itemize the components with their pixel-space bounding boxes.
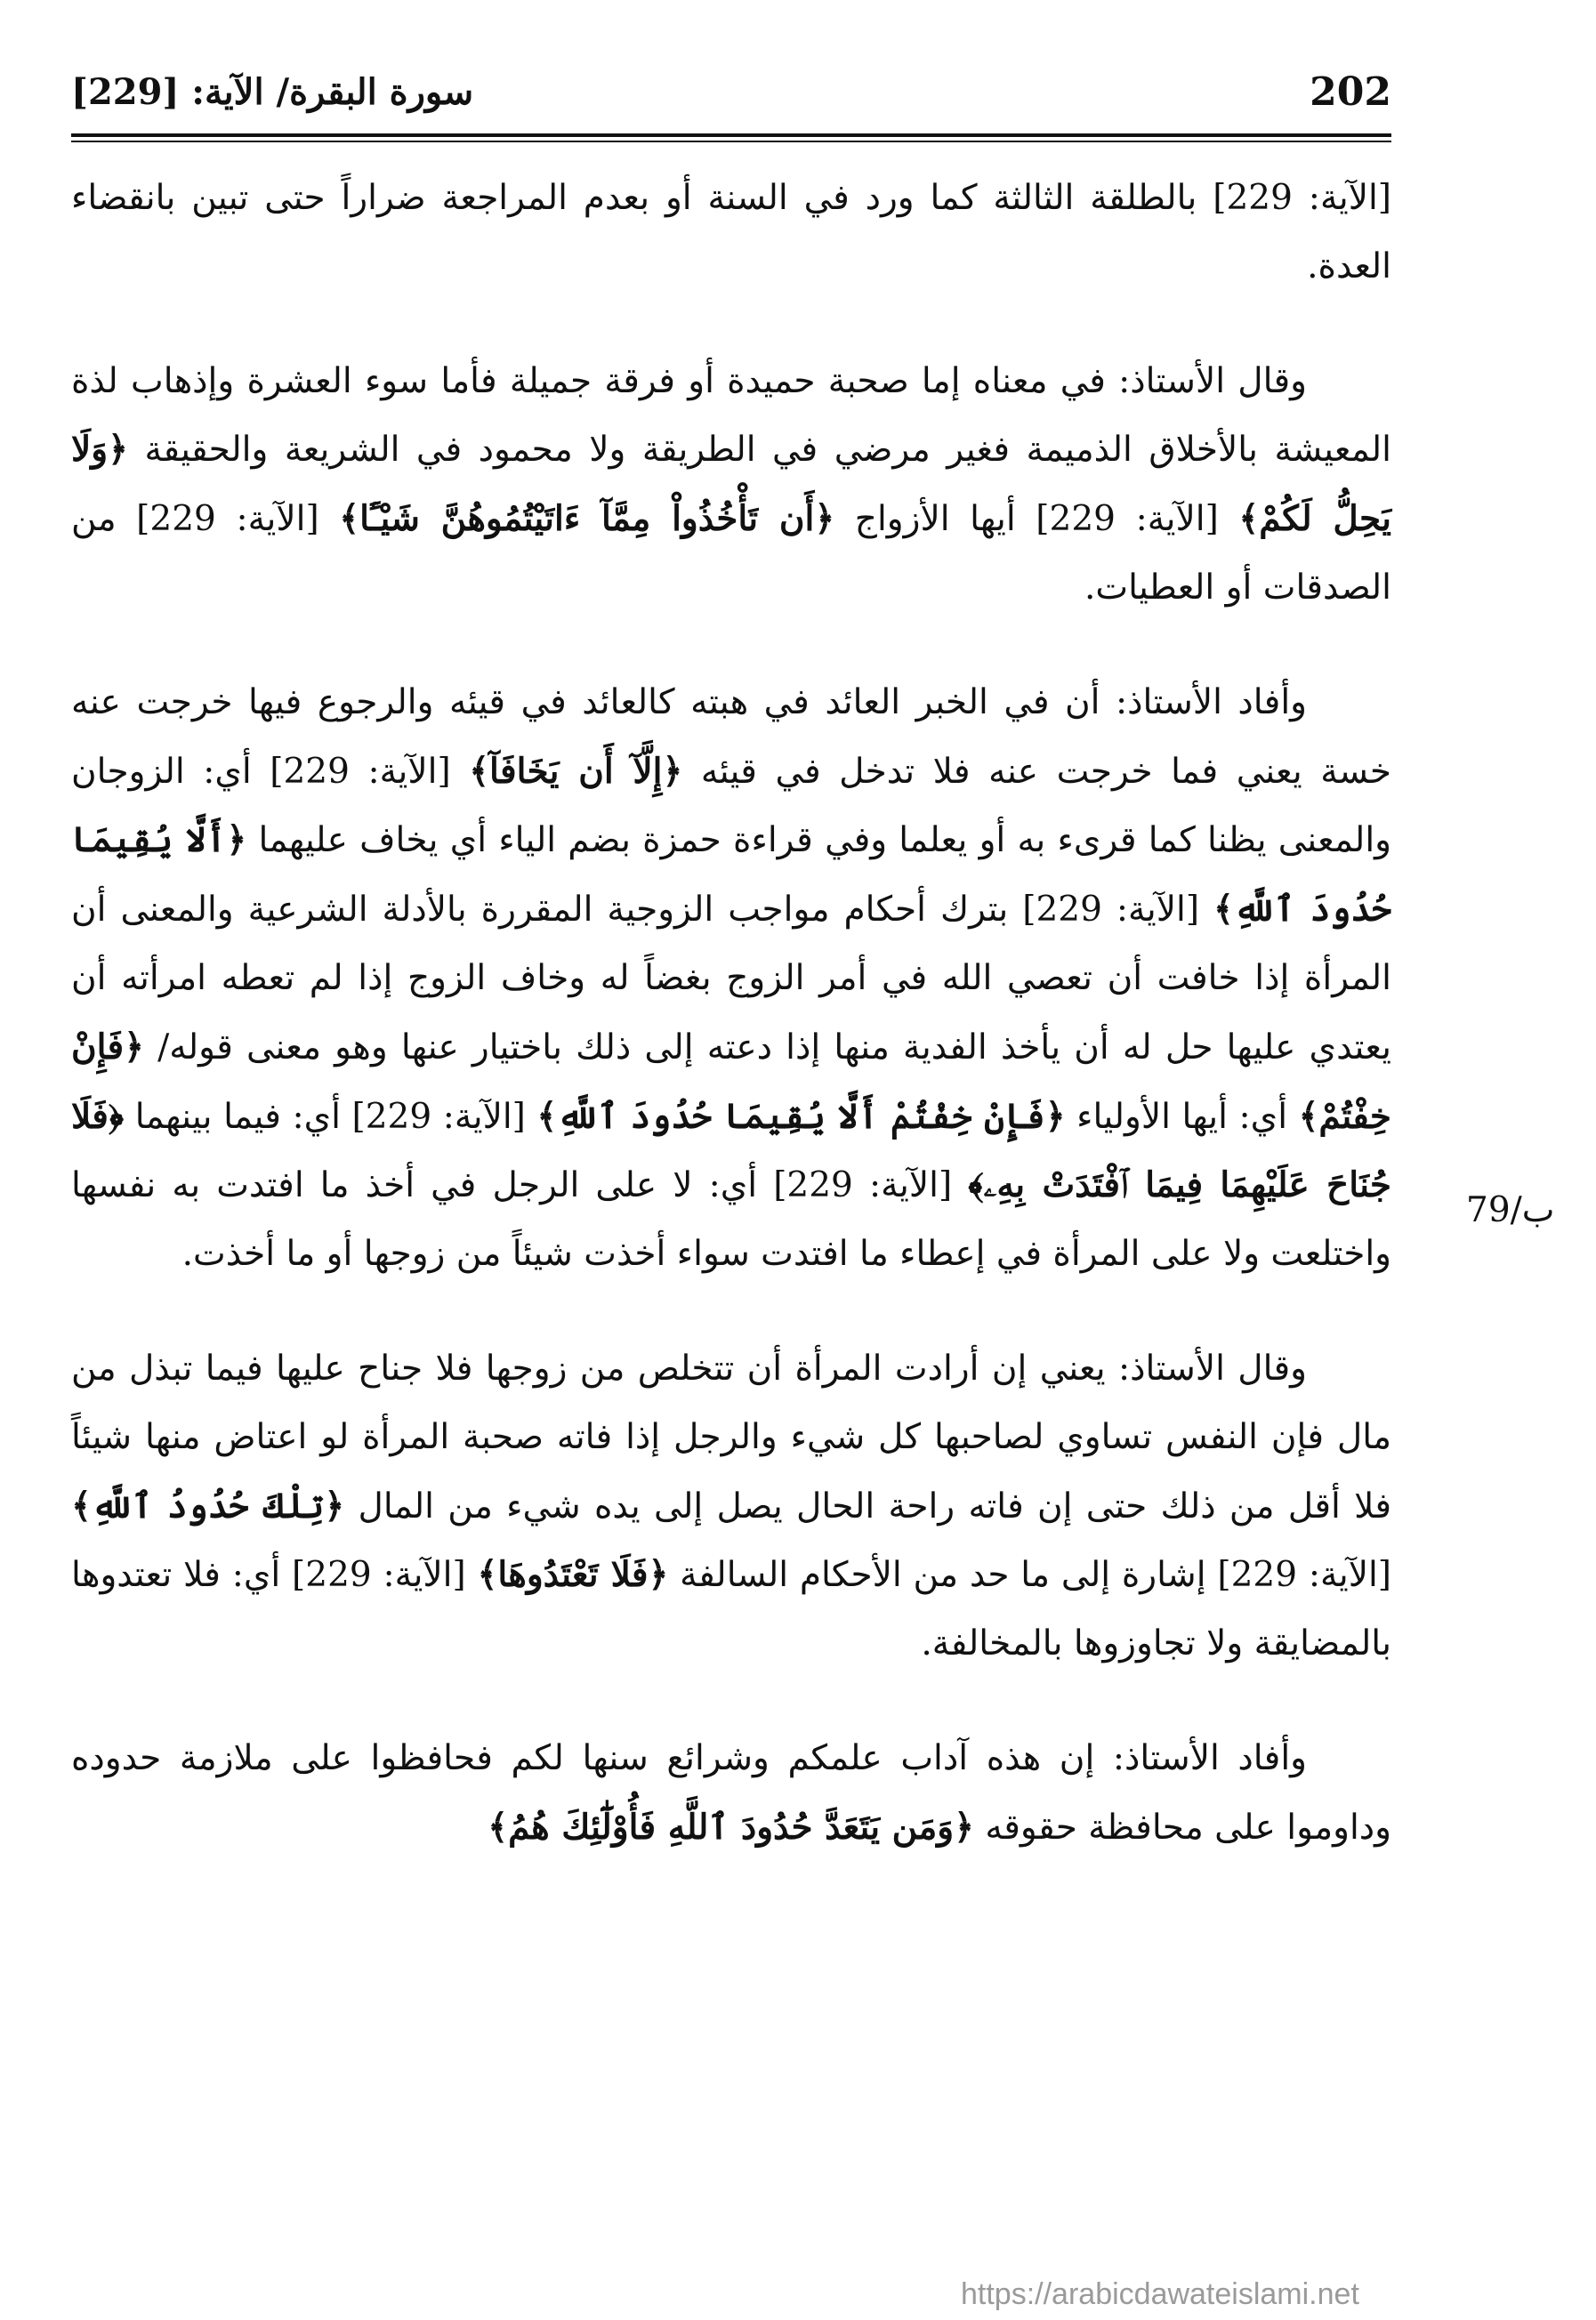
paragraph-text: [الآية: 229] أي: الزوجان والمعنى يظنا كما قرىء به أو يعلما وفي قراءة حمزة بضم الياء أي يخاف عليهما [71,751,1391,861]
paragraph-text: [الآية: 229] أي: فيما بينهما [124,1096,537,1137]
paragraph [71,1725,1391,1863]
header-rule-thick [71,133,1391,137]
body-text [71,165,1391,1863]
paragraph-text: [الآية: 229] أي: لا على الرجل في أخذ ما افتدت به نفسها واختلعت ولا على المرأة في إعطاء ما افتدت سواء أخذت شيئاً من زوجها أو ما أخذت. [71,1165,1391,1275]
quran-quote: ﴿وَمَن يَتَعَدَّ حُدُودَ ٱللَّهِ فَأُوْلَٰٓئِكَ هُمُ﴾ [488,1806,974,1848]
quran-quote: ﴿فَإِنْ خِفْتُمْ﴾ [71,1026,1391,1137]
running-title: سورة البقرة/ الآية: [229] [71,71,474,113]
watermark-url: https://arabicdawateislami.net [961,2277,1359,2311]
paragraph [71,165,1391,302]
paragraph-text: [الآية: 229] إشارة إلى ما حد من الأحكام السالفة [668,1555,1392,1596]
page-header [71,69,1391,132]
margin-folio-note: 79/ب [1466,1190,1555,1230]
paragraph-text: [الآية: 229] بترك أحكام مواجب الزوجية المقررة بالأدلة الشرعية والمعنى أن المرأة إذا خافت أن تعصي الله في أمر الزوج بغضاً له وخاف الزوج إذا لم تعطه امرأته أن يعتدي عليها حل له أن يأخذ الفدية منها إذا دعته إلى ذلك باختيار عنها وهو معنى قوله/ [71,890,1391,1067]
paragraph-text: [الآية: 229] أي: فلا تعتدوها بالمضايقة ولا تجاوزوها بالمخالفة. [71,1555,1391,1664]
paragraph-text: [الآية: 229] أيها الأزواج [834,499,1239,540]
paragraph [71,669,1391,1289]
paragraph-text: وأفاد الأستاذ: أن في الخبر العائد في هبته كالعائد في قيئه والرجوع فيها خرجت عنه خسة يعني فما خرجت عنه فلا تدخل في قيئه [71,681,1392,792]
quran-quote: ﴿وَلَا يَحِلُّ لَكُمْ﴾ [71,429,1391,540]
paragraph-text: وأفاد الأستاذ: إن هذه آداب علمكم وشرائع سنها لكم فحافظوا على ملازمة حدوده وداوموا على محافظة حقوقه [71,1737,1391,1848]
quran-quote: ﴿تِلْكَ حُدُودُ ٱللَّهِ﴾ [71,1485,345,1527]
paragraph-text: وقال الأستاذ: يعني إن أرادت المرأة أن تتخلص من زوجها فلا جناح عليها فيما تبذل من مال فإن النفس تساوي لصاحبها كل شيء والرجل إذا فاته صحبة المرأة لو اعتاض منها شيئاً فلا أقل من ذلك حتى إن فاته راحة الحال يصل إلى يده شيء من المال [71,1348,1392,1527]
paragraph-text: [الآية: 229] من الصدقات أو العطيات. [71,499,1391,608]
quran-quote: ﴿فَإِنْ خِفْتُمْ أَلَّا يُقِيمَا حُدُودَ ٱللَّهِ﴾ [536,1095,1066,1137]
header-rule-thin [71,141,1391,142]
paragraph-text: أي: أيها الأولياء [1065,1096,1299,1137]
quran-quote: ﴿أَن تَأْخُذُواْ مِمَّآ ءَاتَيْتُمُوهُنَّ شَيْـًٔا﴾ [339,498,835,540]
page-number: 202 [1310,69,1391,115]
paragraph [71,348,1391,623]
quran-quote: ﴿أَلَّا يُقِيمَا حُدُودَ ٱللَّهِ﴾ [71,819,1391,930]
paragraph-text: وقال الأستاذ: في معناه إما صحبة حميدة أو فرقة جميلة فأما سوء العشرة وإذهاب لذة المعيشة بالأخلاق الذميمة فغير مرضي في الطريقة ولا محمود في الشريعة والحقيقة [71,360,1391,471]
quran-quote: ﴿فَلَا جُنَاحَ عَلَيْهِمَا فِيمَا ٱفْتَدَتْ بِهِۦ﴾ [71,1095,1391,1206]
quran-quote: ﴿فَلَا تَعْتَدُوهَا﴾ [477,1554,669,1596]
quran-quote: ﴿إِلَّآ أَن يَخَافَآ﴾ [469,750,683,792]
paragraph-text: [الآية: 229] بالطلقة الثالثة كما ورد في السنة أو بعدم المراجعة ضراراً حتى تبين بانقضاء العدة. [71,178,1391,286]
paragraph [71,1335,1391,1679]
